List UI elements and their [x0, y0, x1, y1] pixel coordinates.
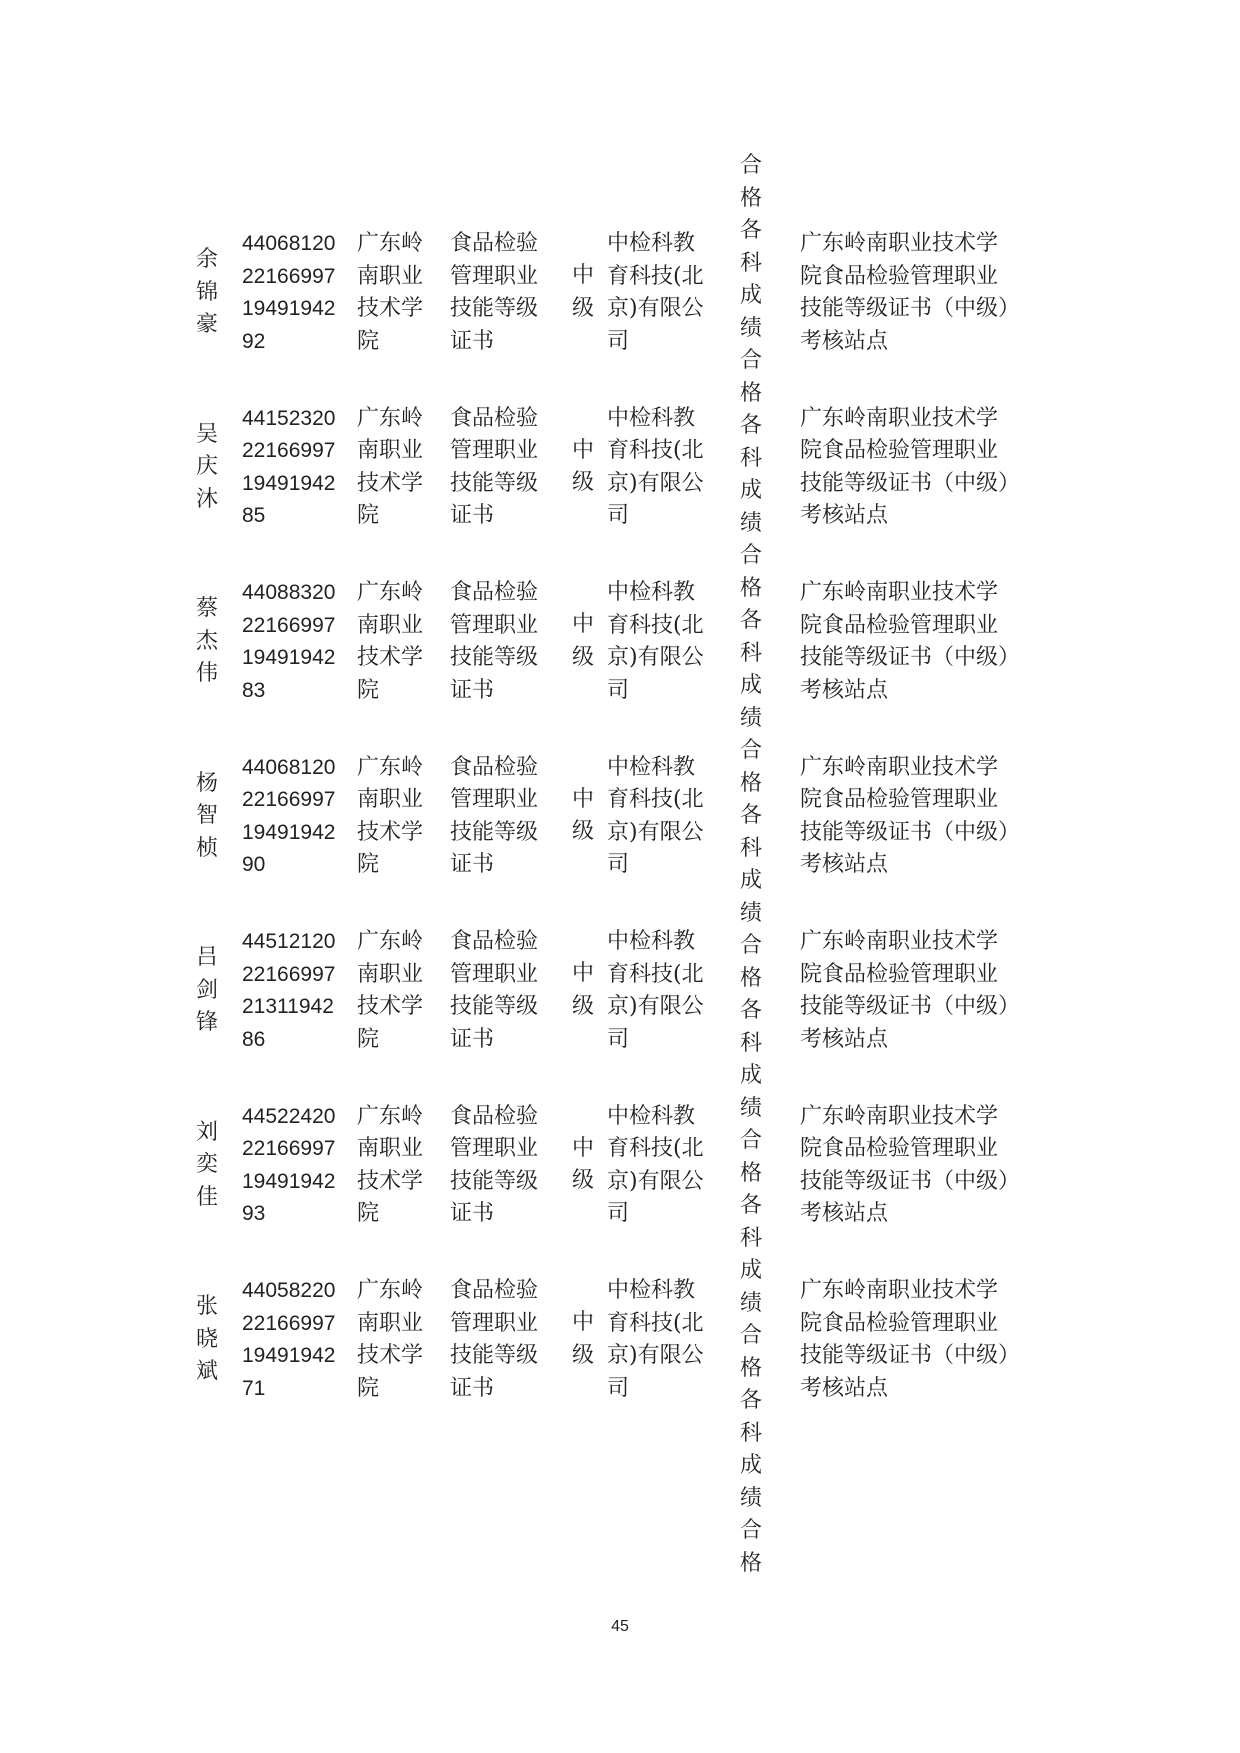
text-line: 食品检验	[450, 1278, 539, 1303]
text-line: 22166997	[242, 264, 336, 288]
text-line: 中	[572, 263, 595, 288]
text-line: 管理职业	[450, 438, 539, 463]
text-line: 广东岭南职业技术学	[800, 580, 999, 605]
text-line: 司	[607, 1201, 630, 1226]
text-line: 格	[740, 185, 763, 211]
text-line: 管理职业	[450, 612, 539, 638]
student-name	[196, 942, 222, 1040]
text-line: 技能等级证书（中级）	[800, 645, 1021, 670]
text-line: 科	[740, 640, 763, 666]
text-line: 管理职业	[450, 961, 539, 987]
school-name	[357, 228, 423, 358]
text-line: 育科技(北	[607, 787, 704, 812]
text-line: 广东岭南职业技术学	[800, 929, 999, 954]
text-line: 中检科教	[607, 231, 696, 256]
text-line: 86	[242, 1027, 266, 1051]
id-number	[242, 752, 335, 882]
text-line: 44068120	[242, 755, 336, 779]
text-line: 成	[740, 1453, 763, 1478]
text-line: 院食品检验管理职业	[800, 787, 999, 812]
issuing-organization	[607, 403, 704, 533]
text-line: 考核站点	[800, 852, 889, 877]
id-number	[242, 228, 335, 358]
text-line: 锋	[196, 1010, 219, 1035]
school-name	[357, 403, 423, 533]
text-line: 食品检验	[450, 580, 539, 605]
text-line: 级	[572, 470, 595, 495]
text-line: 成	[740, 868, 763, 893]
table-row	[0, 1275, 1240, 1470]
text-line: 中检科教	[607, 1278, 696, 1303]
certificate-name	[450, 752, 538, 882]
text-line: 司	[607, 503, 630, 528]
table-row	[0, 403, 1240, 598]
text-line: 食品检验	[450, 754, 539, 780]
text-line: 技能等级证书（中级）	[800, 296, 1021, 321]
text-line: 绩	[740, 510, 763, 536]
text-line: 育科技(北	[607, 263, 704, 289]
certificate-level	[572, 435, 598, 500]
text-line: 合	[740, 738, 763, 763]
certificate-name	[450, 926, 538, 1056]
text-line: 院	[357, 852, 380, 877]
text-line: 京)有限公	[607, 994, 704, 1019]
text-line: 技术学	[357, 296, 424, 321]
text-line: 管理职业	[450, 787, 539, 812]
text-line: 伟	[196, 661, 219, 686]
text-line: 中	[572, 1310, 595, 1335]
text-line: 合	[740, 348, 763, 373]
text-line: 93	[242, 1202, 266, 1225]
text-line: 京)有限公	[607, 645, 704, 670]
text-line: 合	[740, 1323, 763, 1348]
text-line: 育科技(北	[607, 612, 704, 638]
text-line: 71	[242, 1376, 266, 1400]
text-line: 技能等级	[450, 994, 539, 1019]
text-line: 广东岭	[357, 1103, 424, 1129]
text-line: 各	[740, 998, 763, 1023]
certificate-level	[572, 784, 598, 849]
text-line: 京)有限公	[607, 296, 704, 321]
text-line: 科	[740, 1225, 763, 1251]
text-line: 智	[196, 803, 219, 828]
certificate-name	[450, 577, 538, 707]
text-line: 技能等级证书（中级）	[800, 470, 1021, 496]
page-number: 45	[611, 1618, 629, 1635]
text-line: 格	[740, 965, 763, 991]
text-line: 22166997	[242, 613, 336, 637]
certificate-name	[450, 403, 538, 533]
text-line: 90	[242, 853, 266, 876]
text-line: 育科技(北	[607, 1136, 704, 1161]
text-line: 中检科教	[607, 929, 696, 954]
text-line: 83	[242, 678, 266, 702]
text-line: 中	[572, 437, 595, 463]
table-row	[0, 926, 1240, 1121]
text-line: 考核站点	[800, 1201, 889, 1226]
text-line: 证书	[450, 677, 495, 703]
text-line: 合	[740, 1518, 763, 1543]
text-line: 京)有限公	[607, 819, 704, 845]
text-line: 杰	[196, 628, 219, 654]
issuing-organization	[607, 752, 704, 882]
text-line: 广东岭	[357, 1278, 424, 1303]
text-line: 中	[572, 1135, 595, 1161]
text-line: 桢	[196, 835, 219, 861]
text-line: 技能等级证书（中级）	[800, 1343, 1021, 1368]
text-line: 格	[740, 1355, 763, 1381]
text-line: 技能等级	[450, 296, 539, 321]
text-line: 司	[607, 677, 630, 703]
text-line: 广东岭南职业技术学	[800, 1278, 999, 1303]
text-line: 格	[740, 1550, 763, 1576]
text-line: 吴	[196, 421, 219, 447]
text-line: 科	[740, 1420, 763, 1446]
text-line: 剑	[196, 977, 219, 1003]
text-line: 级	[572, 1168, 595, 1193]
text-line: 证书	[450, 503, 495, 528]
text-line: 技术学	[357, 1343, 424, 1368]
text-line: 技术学	[357, 994, 424, 1019]
issuing-organization	[607, 1101, 704, 1231]
table-row	[0, 577, 1240, 772]
text-line: 22166997	[242, 788, 336, 811]
text-line: 锦	[196, 279, 219, 305]
text-line: 斌	[196, 1359, 219, 1384]
text-line: 院食品检验管理职业	[800, 612, 999, 638]
text-line: 吕	[196, 945, 219, 970]
text-line: 司	[607, 852, 630, 877]
text-line: 司	[607, 1026, 630, 1052]
text-line: 院食品检验管理职业	[800, 438, 999, 463]
text-line: 成	[740, 478, 763, 503]
id-number	[242, 577, 335, 707]
text-line: 中检科教	[607, 580, 696, 605]
text-line: 44522420	[242, 1104, 336, 1128]
text-line: 科	[740, 250, 763, 276]
text-line: 绩	[740, 1290, 763, 1316]
text-line: 合	[740, 153, 763, 178]
text-line: 杨	[196, 770, 219, 796]
text-line: 南职业	[357, 263, 424, 289]
text-line: 成	[740, 673, 763, 698]
text-line: 广东岭	[357, 580, 424, 605]
text-line: 考核站点	[800, 328, 889, 354]
id-number	[242, 1101, 335, 1231]
certificate-level	[572, 1133, 598, 1198]
text-line: 南职业	[357, 612, 424, 638]
text-line: 技能等级	[450, 1343, 539, 1368]
text-line: 考核站点	[800, 503, 889, 528]
text-line: 格	[740, 770, 763, 796]
text-line: 广东岭南职业技术学	[800, 231, 999, 256]
text-line: 19491942	[242, 820, 336, 844]
text-line: 绩	[740, 1485, 763, 1511]
text-line: 22166997	[242, 962, 336, 986]
text-line: 院	[357, 1375, 380, 1401]
text-line: 92	[242, 329, 266, 353]
text-line: 中检科教	[607, 405, 696, 431]
exam-site	[800, 752, 1020, 882]
exam-site	[800, 1101, 1020, 1231]
text-line: 食品检验	[450, 1103, 539, 1129]
student-name	[196, 419, 222, 517]
issuing-organization	[607, 577, 704, 707]
text-line: 19491942	[242, 471, 336, 495]
text-line: 技能等级	[450, 819, 539, 845]
text-line: 证书	[450, 1375, 495, 1401]
student-name	[196, 593, 222, 691]
text-line: 各	[740, 218, 763, 243]
text-line: 22166997	[242, 1311, 336, 1335]
text-line: 考核站点	[800, 1375, 889, 1401]
text-line: 管理职业	[450, 1310, 539, 1336]
text-line: 中	[572, 612, 595, 637]
text-line: 中	[572, 786, 595, 812]
text-line: 管理职业	[450, 1136, 539, 1161]
text-line: 广东岭	[357, 754, 424, 780]
text-line: 育科技(北	[607, 1310, 704, 1336]
exam-site	[800, 926, 1020, 1056]
text-line: 京)有限公	[607, 470, 704, 496]
text-line: 22166997	[242, 439, 336, 462]
exam-site	[800, 228, 1020, 358]
text-line: 各	[740, 413, 763, 438]
school-name	[357, 1101, 423, 1231]
text-line: 证书	[450, 852, 495, 877]
text-line: 南职业	[357, 1136, 424, 1161]
certificate-level	[572, 609, 598, 674]
text-line: 成	[740, 1063, 763, 1088]
text-line: 级	[572, 644, 595, 670]
text-line: 级	[572, 295, 595, 321]
text-line: 技能等级	[450, 470, 539, 496]
issuing-organization	[607, 926, 704, 1056]
text-line: 豪	[196, 312, 219, 337]
text-line: 南职业	[357, 961, 424, 987]
issuing-organization	[607, 228, 704, 358]
text-line: 技能等级	[450, 645, 539, 670]
text-line: 19491942	[242, 297, 336, 320]
certificate-name	[450, 1101, 538, 1231]
text-line: 合	[740, 1128, 763, 1153]
text-line: 院	[357, 677, 380, 703]
text-line: 刘	[196, 1119, 219, 1145]
text-line: 院	[357, 1201, 380, 1226]
text-line: 奕	[196, 1152, 219, 1177]
text-line: 22166997	[242, 1137, 336, 1160]
text-line: 44058220	[242, 1279, 336, 1302]
text-line: 科	[740, 445, 763, 471]
text-line: 广东岭南职业技术学	[800, 754, 999, 780]
text-line: 晓	[196, 1326, 219, 1352]
text-line: 各	[740, 803, 763, 828]
text-line: 19491942	[242, 646, 336, 669]
result-column	[740, 150, 766, 1580]
text-line: 中检科教	[607, 1103, 696, 1129]
text-line: 食品检验	[450, 929, 539, 954]
text-line: 格	[740, 1160, 763, 1186]
issuing-organization	[607, 1275, 704, 1405]
student-name	[196, 244, 222, 342]
text-line: 44088320	[242, 581, 336, 604]
text-line: 南职业	[357, 438, 424, 463]
text-line: 京)有限公	[607, 1168, 704, 1194]
text-line: 食品检验	[450, 405, 539, 431]
text-line: 院食品检验管理职业	[800, 961, 999, 987]
certificate-level	[572, 260, 598, 325]
text-line: 庆	[196, 454, 219, 479]
id-number	[242, 926, 335, 1056]
text-line: 蔡	[196, 596, 219, 621]
text-line: 技能等级证书（中级）	[800, 994, 1021, 1019]
certificate-name	[450, 1275, 538, 1405]
text-line: 院食品检验管理职业	[800, 1136, 999, 1161]
text-line: 南职业	[357, 787, 424, 812]
text-line: 技能等级	[450, 1168, 539, 1194]
certificate-name	[450, 228, 538, 358]
text-line: 技能等级证书（中级）	[800, 1168, 1021, 1194]
school-name	[357, 1275, 423, 1405]
text-line: 格	[740, 380, 763, 406]
text-line: 证书	[450, 328, 495, 354]
text-line: 科	[740, 1030, 763, 1056]
text-line: 育科技(北	[607, 438, 704, 463]
text-line: 44068120	[242, 232, 336, 255]
text-line: 19491942	[242, 1169, 336, 1193]
text-line: 广东岭南职业技术学	[800, 1103, 999, 1129]
text-line: 各	[740, 608, 763, 633]
text-line: 证书	[450, 1201, 495, 1226]
school-name	[357, 926, 423, 1056]
text-line: 科	[740, 835, 763, 861]
id-number	[242, 403, 335, 533]
text-line: 证书	[450, 1026, 495, 1052]
text-line: 级	[572, 993, 595, 1019]
text-line: 司	[607, 1375, 630, 1401]
text-line: 44152320	[242, 406, 336, 430]
text-line: 技术学	[357, 645, 424, 670]
text-line: 合	[740, 933, 763, 958]
text-line: 广东岭	[357, 405, 424, 431]
text-line: 格	[740, 575, 763, 601]
text-line: 技术学	[357, 819, 424, 845]
text-line: 绩	[740, 315, 763, 341]
text-line: 院食品检验管理职业	[800, 1310, 999, 1336]
text-line: 考核站点	[800, 677, 889, 703]
id-number	[242, 1275, 335, 1405]
text-line: 成	[740, 1258, 763, 1283]
text-line: 各	[740, 1388, 763, 1413]
text-line: 技术学	[357, 470, 424, 496]
school-name	[357, 752, 423, 882]
text-line: 44512120	[242, 930, 336, 953]
text-line: 中检科教	[607, 754, 696, 780]
text-line: 技术学	[357, 1168, 424, 1194]
text-line: 院食品检验管理职业	[800, 263, 999, 289]
text-line: 合	[740, 543, 763, 568]
text-line: 绩	[740, 705, 763, 731]
text-line: 余	[196, 247, 219, 272]
text-line: 广东岭	[357, 929, 424, 954]
text-line: 广东岭	[357, 231, 424, 256]
exam-site	[800, 403, 1020, 533]
text-line: 育科技(北	[607, 961, 704, 987]
text-line: 各	[740, 1193, 763, 1218]
text-line: 成	[740, 283, 763, 308]
text-line: 绩	[740, 900, 763, 926]
certificate-level	[572, 1307, 598, 1372]
table-row	[0, 228, 1240, 423]
student-name	[196, 1117, 222, 1215]
text-line: 级	[572, 819, 595, 844]
text-line: 南职业	[357, 1310, 424, 1336]
student-name	[196, 768, 222, 866]
text-line: 京)有限公	[607, 1343, 704, 1368]
text-line: 院	[357, 503, 380, 528]
text-line: 19491942	[242, 1344, 336, 1367]
exam-site	[800, 1275, 1020, 1405]
text-line: 管理职业	[450, 263, 539, 289]
certificate-level	[572, 958, 598, 1023]
text-line: 考核站点	[800, 1026, 889, 1052]
text-line: 司	[607, 328, 630, 354]
exam-site	[800, 577, 1020, 707]
school-name	[357, 577, 423, 707]
text-line: 21311942	[242, 995, 334, 1018]
text-line: 85	[242, 504, 266, 527]
text-line: 张	[196, 1294, 219, 1319]
table-row	[0, 752, 1240, 947]
text-line: 广东岭南职业技术学	[800, 405, 999, 431]
text-line: 技能等级证书（中级）	[800, 819, 1021, 845]
text-line: 食品检验	[450, 231, 539, 256]
table-row	[0, 1101, 1240, 1296]
text-line: 院	[357, 1026, 380, 1052]
text-line: 沐	[196, 486, 219, 512]
student-name	[196, 1291, 222, 1389]
text-line: 中	[572, 961, 595, 986]
text-line: 绩	[740, 1095, 763, 1121]
text-line: 级	[572, 1342, 595, 1368]
text-line: 佳	[196, 1184, 219, 1210]
text-line: 院	[357, 328, 380, 354]
